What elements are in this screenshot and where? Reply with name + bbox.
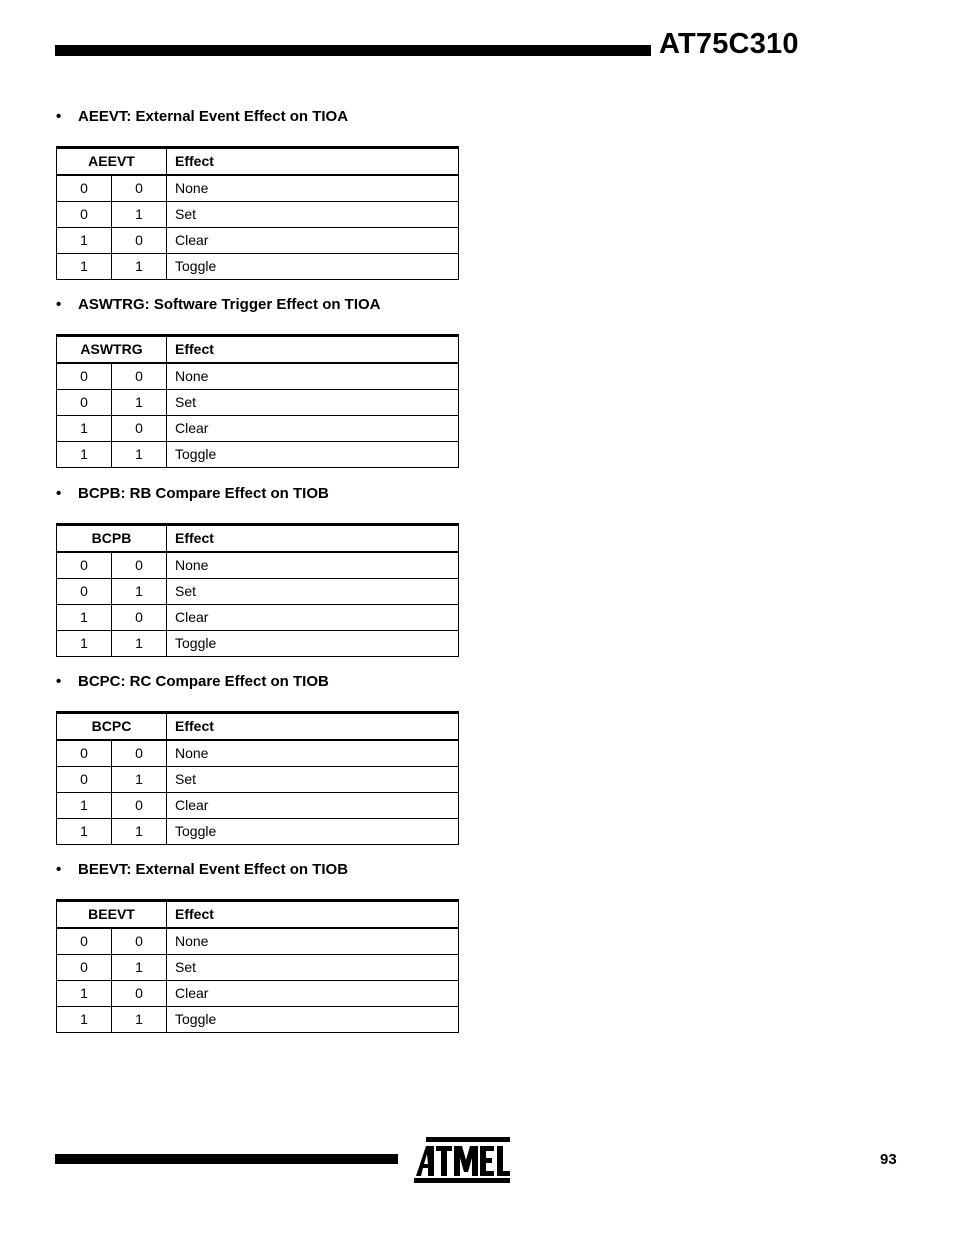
bit-value-cell: 1: [57, 254, 112, 280]
bit-value-cell: 1: [57, 981, 112, 1007]
field-name-header: BCPB: [57, 525, 167, 553]
bit-value-cell: 1: [112, 631, 167, 657]
bit-value-cell: 0: [112, 928, 167, 955]
header-rule: [55, 45, 651, 56]
field-effect-table: [56, 334, 459, 468]
bit-value-cell: 1: [112, 955, 167, 981]
bit-value-cell: 1: [112, 1007, 167, 1033]
bit-value-cell: 0: [112, 363, 167, 390]
effect-cell: Clear: [167, 793, 459, 819]
table-row: [57, 981, 459, 1007]
effect-cell: None: [167, 928, 459, 955]
section-heading: [56, 861, 459, 879]
bit-value-cell: 0: [57, 928, 112, 955]
effect-cell: Set: [167, 767, 459, 793]
bit-value-cell: 1: [57, 793, 112, 819]
field-effect-table: [56, 899, 459, 1033]
table-row: [57, 631, 459, 657]
table-row: [57, 955, 459, 981]
effect-cell: Clear: [167, 981, 459, 1007]
bit-value-cell: 0: [112, 416, 167, 442]
table-row: [57, 552, 459, 579]
effect-cell: Set: [167, 202, 459, 228]
table-row: [57, 605, 459, 631]
register-section: [56, 108, 459, 280]
bullet-icon: •: [56, 108, 62, 125]
effect-cell: Toggle: [167, 442, 459, 468]
table-row: [57, 740, 459, 767]
heading-text: BCPC: RC Compare Effect on TIOB: [78, 673, 329, 690]
document-title: AT75C310: [659, 28, 799, 60]
table-row: [57, 442, 459, 468]
register-section: [56, 673, 459, 845]
atmel-logo-icon: [412, 1136, 512, 1189]
bit-value-cell: 1: [112, 819, 167, 845]
bit-value-cell: 0: [112, 228, 167, 254]
table-row: [57, 202, 459, 228]
section-heading: [56, 296, 459, 314]
bit-value-cell: 0: [57, 390, 112, 416]
bit-value-cell: 1: [57, 1007, 112, 1033]
bit-value-cell: 0: [112, 981, 167, 1007]
section-heading: [56, 485, 459, 503]
effect-cell: Set: [167, 579, 459, 605]
bit-value-cell: 0: [57, 955, 112, 981]
table-header-row: [57, 336, 459, 364]
effect-cell: Clear: [167, 416, 459, 442]
footer-rule: [55, 1154, 398, 1164]
bit-value-cell: 1: [112, 442, 167, 468]
bullet-icon: •: [56, 485, 62, 502]
table-header-row: [57, 148, 459, 176]
effect-cell: None: [167, 363, 459, 390]
bit-value-cell: 1: [112, 579, 167, 605]
bit-value-cell: 0: [112, 552, 167, 579]
field-name-header: ASWTRG: [57, 336, 167, 364]
section-heading: [56, 673, 459, 691]
effect-header: Effect: [167, 713, 459, 741]
field-name-header: BCPC: [57, 713, 167, 741]
effect-header: Effect: [167, 148, 459, 176]
page-number: 93: [880, 1151, 897, 1168]
bit-value-cell: 1: [57, 416, 112, 442]
field-effect-table: [56, 711, 459, 845]
bit-value-cell: 1: [57, 819, 112, 845]
bit-value-cell: 0: [57, 740, 112, 767]
effect-cell: Clear: [167, 228, 459, 254]
effect-cell: None: [167, 740, 459, 767]
bullet-icon: •: [56, 673, 62, 690]
effect-cell: Clear: [167, 605, 459, 631]
table-row: [57, 793, 459, 819]
table-row: [57, 416, 459, 442]
bullet-icon: •: [56, 296, 62, 313]
bit-value-cell: 0: [57, 363, 112, 390]
effect-cell: None: [167, 552, 459, 579]
table-row: [57, 254, 459, 280]
field-name-header: AEEVT: [57, 148, 167, 176]
table-header-row: [57, 901, 459, 929]
heading-text: AEEVT: External Event Effect on TIOA: [78, 108, 349, 125]
table-row: [57, 175, 459, 202]
register-section: [56, 861, 459, 1033]
effect-cell: Toggle: [167, 819, 459, 845]
heading-text: BCPB: RB Compare Effect on TIOB: [78, 485, 329, 502]
table-row: [57, 1007, 459, 1033]
effect-header: Effect: [167, 525, 459, 553]
bullet-icon: •: [56, 861, 62, 878]
effect-cell: Toggle: [167, 254, 459, 280]
effect-header: Effect: [167, 336, 459, 364]
section-heading: [56, 108, 459, 126]
table-row: [57, 579, 459, 605]
effect-cell: Toggle: [167, 631, 459, 657]
bit-value-cell: 1: [112, 767, 167, 793]
table-header-row: [57, 525, 459, 553]
table-row: [57, 819, 459, 845]
bit-value-cell: 0: [57, 579, 112, 605]
register-section: [56, 485, 459, 657]
register-section: [56, 296, 459, 468]
effect-cell: Set: [167, 955, 459, 981]
effect-cell: Set: [167, 390, 459, 416]
bit-value-cell: 0: [112, 793, 167, 819]
bit-value-cell: 1: [112, 390, 167, 416]
bit-value-cell: 0: [112, 740, 167, 767]
field-effect-table: [56, 146, 459, 280]
bit-value-cell: 1: [112, 202, 167, 228]
field-name-header: BEEVT: [57, 901, 167, 929]
field-effect-table: [56, 523, 459, 657]
table-row: [57, 363, 459, 390]
bit-value-cell: 0: [57, 552, 112, 579]
bit-value-cell: 0: [57, 202, 112, 228]
bit-value-cell: 1: [57, 228, 112, 254]
bit-value-cell: 0: [112, 605, 167, 631]
effect-cell: None: [167, 175, 459, 202]
table-row: [57, 767, 459, 793]
bit-value-cell: 1: [112, 254, 167, 280]
table-row: [57, 228, 459, 254]
table-row: [57, 928, 459, 955]
effect-header: Effect: [167, 901, 459, 929]
table-header-row: [57, 713, 459, 741]
bit-value-cell: 0: [57, 175, 112, 202]
bit-value-cell: 1: [57, 442, 112, 468]
bit-value-cell: 1: [57, 605, 112, 631]
bit-value-cell: 0: [112, 175, 167, 202]
effect-cell: Toggle: [167, 1007, 459, 1033]
bit-value-cell: 1: [57, 631, 112, 657]
heading-text: ASWTRG: Software Trigger Effect on TIOA: [78, 296, 381, 313]
bit-value-cell: 0: [57, 767, 112, 793]
table-row: [57, 390, 459, 416]
heading-text: BEEVT: External Event Effect on TIOB: [78, 861, 349, 878]
